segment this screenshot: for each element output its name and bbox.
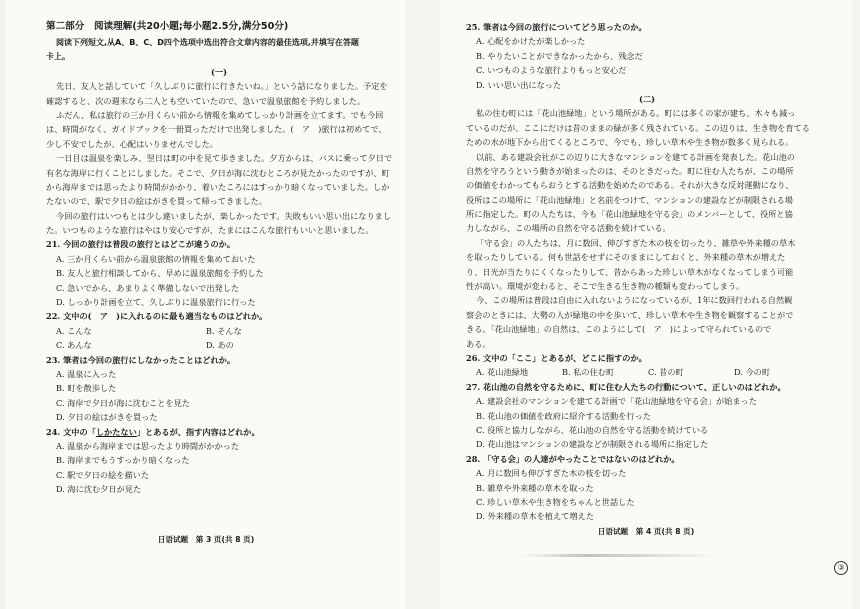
passage-2-line: り、日光が当たりにくくなったりして、昔からあった珍しい草木がなくなってしまう可能 bbox=[466, 266, 794, 277]
passage-2-line: 所に指定した。町の人たちは、今も「花山池緑地を守る会」のメンバーとして、役所と協 bbox=[466, 209, 793, 220]
question-24-option-b: B. 海岸までもうすっかり暗くなった bbox=[56, 455, 190, 466]
question-25-option-b: B. やりたいことができなかったから、残念だ bbox=[476, 50, 643, 61]
question-25-option-c: C. いつものような旅行よりもっと安心だ bbox=[476, 65, 627, 76]
question-28-option-d: D. 外来種の草木を植えて増えた bbox=[476, 511, 594, 522]
passage-2-line: ある。 bbox=[466, 338, 491, 349]
question-21-option-a: A. 三か月くらい前から温泉旅館の情報を集めておいた bbox=[56, 253, 256, 264]
passage-2-line: 自然を守ろうという動きが始まったのは、そのときだった。町に住む人たちが、この場所 bbox=[466, 165, 794, 176]
question-26-option-a: A. 花山池緑地 bbox=[476, 367, 529, 378]
passage-1-line: ふだん、私は旅行の三か月くらい前から情報を集めてしっかり計画を立てます。でも今回 bbox=[56, 109, 384, 120]
question-22-option-b: B. そんな bbox=[206, 325, 242, 336]
question-25-option-a: A. 心配をかけたが楽しかった bbox=[476, 36, 586, 47]
passage-1-line: 先日、友人と話していて「久しぶりに旅行に行きたいね。」という話になりました。予定を bbox=[56, 81, 388, 92]
question-26-option-d: D. 今の町 bbox=[734, 367, 771, 378]
question-28-option-c: C. 珍しい草木や生き物をちゃんと世話した bbox=[476, 496, 635, 507]
instructions-line-2: 卡上。 bbox=[46, 52, 70, 62]
question-26-options bbox=[466, 365, 828, 379]
question-24-option-d: D. 海に沈む夕日が見た bbox=[56, 484, 142, 495]
passage-1-line: たないので、駅で夕日の絵はがきを買って帰ってきました。 bbox=[46, 196, 267, 207]
exam-page-3 bbox=[6, 0, 406, 609]
passage-2-line: 私の住む町には「花山池緑地」という場所がある。町には多くの家が建ち、木々も減っ bbox=[476, 108, 796, 119]
question-24-stem-underlined: しかたない bbox=[95, 426, 137, 437]
question-22-stem: 22. 文中の( ア )に入れるのに最も適当なものはどれか。 bbox=[46, 311, 268, 322]
question-22-option-c: C. あんな bbox=[56, 340, 92, 351]
passage-1-line: 一日目は温泉を楽しみ、翌日は町の中を見て歩きました。夕方からは、バスに乗って夕日で bbox=[56, 153, 392, 164]
question-26-stem: 26. 文中の「ここ」とあるが、どこに指すのか。 bbox=[466, 352, 647, 363]
passage-1-line: た。いつものような旅行はやはり安心ですが、たまにはこんな旅行もいいと思いました。 bbox=[46, 225, 374, 236]
question-21-option-c: C. 急いでから、あまりよく準備しないで出発した bbox=[56, 282, 240, 293]
question-24-stem-suffix: 」とあるが、指す内容はどれか。 bbox=[136, 426, 260, 437]
passage-2-line: 力しながら、この場所の自然を守る活動を続けている。 bbox=[466, 223, 671, 234]
question-22-options-row-1 bbox=[46, 324, 392, 338]
passage-2-line: 察会のときには、大勢の人が緑地の中を歩いて、珍しい草木や生き物を観察することがで bbox=[466, 309, 794, 320]
question-23-stem: 23. 筆者は今回の旅行にしなかったことはどれか。 bbox=[46, 354, 236, 365]
passage-1-line: 少し不安でしたが、心配はいりませんでした。 bbox=[46, 138, 218, 149]
question-21-option-d: D. しっかり計画を立て、久しぶりに温泉旅行に行った bbox=[56, 297, 256, 308]
question-24-stem bbox=[46, 425, 392, 439]
question-24-option-a: A. 温泉から海岸までは思ったより時間がかかった bbox=[56, 440, 240, 451]
passage-2-line: 以前、ある建設会社がこの辺りに大きなマンションを建てる計画を発表した。花山池の bbox=[476, 151, 795, 162]
question-24-option-c: C. 駅で夕日の絵を描いた bbox=[56, 469, 150, 480]
passage-2-line: 「守る会」の人たちは、月に数回、伸びすぎた木の枝を切ったり、雑草や外来種の草木 bbox=[476, 237, 796, 248]
instructions-line-1: 阅读下列短文,从A、B、C、D四个选项中选出符合文章内容的最佳选项,并填写在答题 bbox=[56, 38, 359, 47]
question-21-option-b: B. 友人と旅行相談してから、早めに温泉旅館を予約した bbox=[56, 268, 264, 279]
question-22-option-a: A. こんな bbox=[56, 325, 92, 336]
page-4-content bbox=[466, 20, 828, 524]
page-3-content bbox=[46, 20, 392, 497]
page-4-footer: 日语试题 第 4 页(共 8 页) bbox=[597, 527, 695, 536]
passage-1-line: 今回の旅行はいつもとは少し違いましたが、楽しかったです。失敗もいい思い出になりまし bbox=[56, 210, 392, 221]
passage-2-line: 役所はこの場所に「花山池緑地」と名前をつけて、マンションの建設などが制限される場 bbox=[466, 194, 793, 205]
passage-1-line: は、時間がなく、ガイドブックを一冊買っただけで出発しました。( ア )旅行は初めてで、 bbox=[46, 124, 387, 135]
passage-1-title: (一) bbox=[211, 66, 227, 77]
exam-page-4 bbox=[440, 0, 852, 609]
question-25-stem: 25. 筆者は今回の旅行についてどう思ったのか。 bbox=[466, 22, 647, 32]
question-27-option-c: C. 役所と協力しながら、花山池の自然を守る活動を続けている bbox=[476, 424, 709, 435]
question-27-stem: 27. 花山池の自然を守るために、町に住む人たちの行動について、正しいのはどれか。 bbox=[466, 381, 786, 392]
passage-2-line: きる。「花山池緑地」の自然は、このようにして( ア )によって守られているので bbox=[466, 324, 772, 335]
question-24-stem-prefix: 24. 文中の「 bbox=[46, 426, 96, 437]
scan-smudge bbox=[520, 554, 720, 557]
page-number-mark: ③ bbox=[834, 561, 848, 575]
passage-1-line: 確認すると、次の週末なら二人とも空いていたので、急いで温泉旅館を予約しました。 bbox=[46, 95, 366, 106]
passage-2-line: ための水が地下から出てくるところで、今でも、珍しい草木や生き物が数多く見られる。 bbox=[466, 137, 794, 148]
question-26-option-b: B. 私の住む町 bbox=[562, 367, 615, 378]
passage-2-line: の価値をわかってもらおうとする活動を始めたのである。それが大きな反対運動になり、 bbox=[466, 180, 794, 191]
question-28-option-a: A. 月に数回も伸びすぎた木の枝を切った bbox=[476, 468, 627, 479]
passage-2-line: を取ったりしている。何も世話をせずにそのままにしておくと、外来種の草木が増えた bbox=[466, 252, 786, 263]
question-27-option-a: A. 建設会社のマンションを建てる計画で「花山池緑地を守る会」が始まった bbox=[476, 396, 757, 407]
question-23-option-a: A. 温泉に入った bbox=[56, 368, 117, 379]
passage-1-line: 有名な海岸に行くことにしました。そこで、夕日が海に沈むところが見たかったのですが、町 bbox=[46, 167, 390, 178]
question-23-option-b: B. 町を散歩した bbox=[56, 383, 117, 394]
question-28-stem: 28. 「守る会」の人達がやったことではないのはどれか。 bbox=[466, 453, 680, 464]
question-26-option-c: C. 昔の町 bbox=[648, 367, 684, 378]
page-3-footer: 日语试题 第 3 页(共 8 页) bbox=[157, 535, 255, 544]
question-23-option-c: C. 海岸で夕日が海に沈むことを見た bbox=[56, 397, 190, 408]
section-heading: 第二部分 阅读理解(共20小题;每小题2.5分,满分50分) bbox=[46, 21, 289, 32]
passage-2-title: (二) bbox=[639, 93, 655, 104]
question-22-option-d: D. あの bbox=[206, 340, 234, 351]
question-22-options-row-2 bbox=[46, 338, 392, 352]
question-21-stem: 21. 今回の旅行は普段の旅行とはどこが違うのか。 bbox=[46, 239, 236, 250]
passage-2-line: ているのだが、ここにだけは昔のままの緑が多く残されている。この辺りは、生き物を育てる bbox=[466, 122, 810, 133]
passage-2-line: 性が高い。環境が変わると、そこで生きる生き物の種類も変わってしまう。 bbox=[466, 281, 745, 292]
question-28-option-b: B. 雑草や外来種の草木を取った bbox=[476, 482, 594, 493]
passage-2-line: 今、この場所は普段は自由に入れないようになっているが、1年に数回行われる自然観 bbox=[476, 295, 793, 306]
question-27-option-b: B. 花山池の価値を政府に紹介する活動を行った bbox=[476, 410, 651, 421]
question-23-option-d: D. 夕日の絵はがきを買った bbox=[56, 412, 158, 423]
question-25-option-d: D. いい思い出になった bbox=[476, 79, 562, 90]
question-27-option-d: D. 花山池はマンションの建設などが制限される場所に指定した bbox=[476, 439, 709, 450]
passage-1-line: から海岸までは思ったより時間がかかり、着いたころにはすっかり暗くなっていました。しか bbox=[46, 181, 390, 192]
